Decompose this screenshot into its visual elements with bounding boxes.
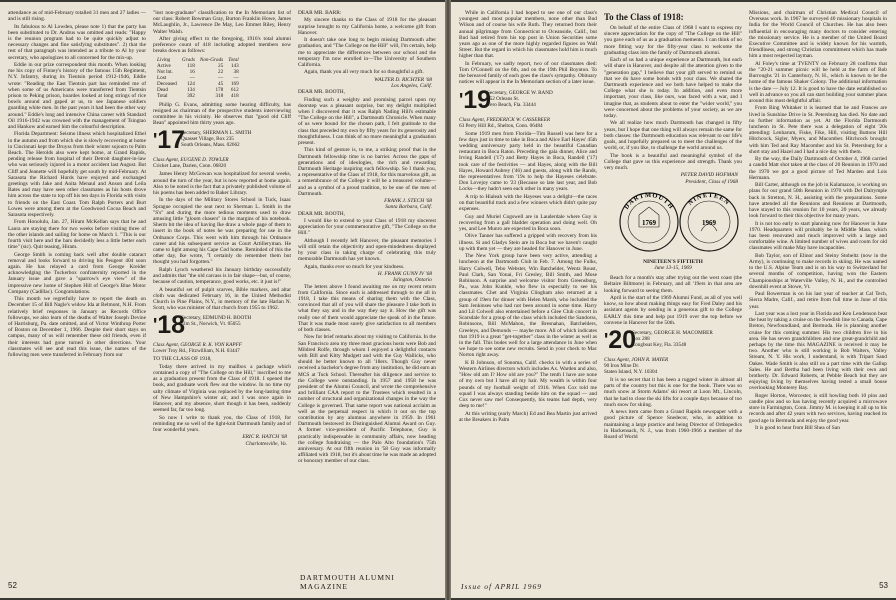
class-number-20: '20 xyxy=(604,326,637,355)
paragraph: Beach for a month's stay after trying out the west coast (the Beltaire Biltmore) in February, and all '19ers in that area are looking forward to seeing them. xyxy=(604,275,742,294)
seal-dates: June 13-15, 1969 xyxy=(654,265,692,272)
class-17-notes xyxy=(153,171,291,311)
paragraph: This kind of gesture is, to me, a striking proof that in the Dartmouth fellowship time is no barrier. Across the gaps of generations and of ideologies, the rich and rewarding Dartmouth Heritage inspiring such fellowship. So I thank you, a representative of the Class of 1918, for this marvelous gift, as a remembrance of the College it will be a treasured volume—and as a symbol of a proud tradition, to be one of the men of Dartmouth. xyxy=(298,147,436,197)
right-column-2 xyxy=(604,10,742,582)
table-cell: Total xyxy=(157,92,168,99)
table-cell: Dead xyxy=(157,86,168,93)
class-20-agent-addr2: Staten Island, N.Y. 10304 xyxy=(604,369,658,376)
table-cell: 124 xyxy=(187,80,195,87)
left-column-3 xyxy=(298,10,436,582)
paragraph: It is good to hear from Bill Shea of San xyxy=(755,425,840,432)
paragraph: It is no secret that it has been a rugged winter in almost all parts of the country but this is one for the book. There was so much snow at Storm Adams' ski resort at Loon Mt., Lincoln, that he had to close the ski lifts for a couple days because of too much snow for skiing. xyxy=(604,377,742,408)
paragraph: We all realize how much Dartmouth has changed in fifty years, but I hope that one thing will always remain the same for both classes: the Dartmouth education was relevant to our life's goals, and hopefully prepared us to meet the challenges of the world, or, if you like, to challenge the world around us. xyxy=(604,120,742,152)
class-17-header xyxy=(153,126,291,155)
paragraph: At this writing (early March) Ed and Bea Martin just arrived at the Breakers in Palm xyxy=(459,410,597,423)
right-page xyxy=(451,2,896,598)
signature-hatch-city: Charlottesville, Va. xyxy=(245,440,287,447)
paragraph: James Henry McGowan was hospitalized for several weeks, around the turn of the year, but is now reported at home again. Also to be noted is the fact that a privately published volume of his poems has been added to Baker Library. xyxy=(153,171,291,197)
class-17-agent: Class Agent, EUGENE D. TOWLER xyxy=(153,157,229,164)
paragraph: DEAR MR. BARR: xyxy=(298,10,342,16)
class-18-agent: Class Agent, GEORGE R. K. VON KAPFF xyxy=(153,342,242,349)
table-cell: 25 xyxy=(218,62,224,69)
class-18-secretary: Secretary, EDMUND H. BOOTH xyxy=(181,315,252,322)
table-cell: — xyxy=(233,74,239,81)
paragraph: By the way, the Daily Dartmouth of October 4, 1968 carried a candid Matt shot taken at the class of 20 Reunion in 1970 and the 1970 we got a good picture of Ted Marden and Lois Hermann. xyxy=(749,156,887,181)
table-cell: 392 xyxy=(187,92,195,99)
signature-stech-city: Santa Barbara, Calif. xyxy=(385,204,432,211)
class-19-agent-addr: 63 Perry Hill Rd., Shelton, Conn. 06484 xyxy=(459,122,543,129)
table-header-cell: Grads xyxy=(181,56,195,63)
paragraph: Finding such a weighty and promising parcel upon my doorstep was a pleasant surprise, but my delight multiplied when I discovered that it was Ralph Nading Hill's estimable "The College on the Hill", a Dartmouth Chronicle. When many of us were bound for the chosen path, I felt gratitude to the class that preceded my own by fifty years for its generosity and thoughtfulness. I can think of no more meaningful a graduation present. xyxy=(298,96,436,146)
col2-after-table: Philip G. Evans, admitting some hearing difficulty, has resigned as chairman of the prospective students interviewing committee in his vicinity. He observes that "good old Cliff Bean" appointed him thirty years ago. xyxy=(153,101,291,127)
class-20-address1: Box 288 xyxy=(632,336,650,343)
table-cell: 143 xyxy=(230,62,239,69)
paragraph: attendance as of mid-February totalled 31 men and 27 ladies — and is still rising. xyxy=(8,10,146,23)
seal-year-right: 1969 xyxy=(702,218,716,227)
paragraph: Roger Horton, Worcester, is still howling both 10 pins and candle pins and so has having recently acquired a microwave store in Farmington, Conn. Jimmy M. is keeping it all up to his records and after 42 years with two services, having reached its good age in Bermuda and enjoy the good year. xyxy=(749,392,887,424)
paragraph: Guy and Muriel Cogswell are in Lauderdale where Guy is recovering from a gall bladder operation and doing well. Oh yes, and Lee Munro are expected in Boca soon. xyxy=(459,213,597,233)
paragraph: The letters above I found awaiting me on my recent return from California. Since each is addressed through to me all in 1918, I take this means of sharing them with the Class, convinced that all of you will share the pleasure I take both in what they say and in the way they say it. How the gift was really one of them would appreciate the speak of in the future. That it was made most surely give satisfaction to all members of both classes. xyxy=(298,283,436,334)
paragraph: Each of us had a unique experience at Dartmouth, but each will share in Hanover, and despite all the attention given to the "generation gap," I believe that your gift served to remind us that we do have some bonds with your class. We shared the Dartmouth experience and we both have helped to make the College what she is today. In addition, and even more important, your class, like ours, was faced with a war, and I imagine that, as students about to enter the "wider world," you were concerned about the problems of your society, as we are today. xyxy=(604,57,742,120)
class-20-secretary: Secretary, GEORGE H. MACOMBER xyxy=(632,330,713,337)
table-cell: 16 xyxy=(189,68,195,75)
table-cell: Not lnt. xyxy=(157,68,173,75)
class-19-notes xyxy=(459,131,597,423)
paragraph: From Honolulu, Jan. 27, Hiram McKellan says that he and Laura are staying there for two weeks before visiting three of the other islands and sailing for home on March 1. "This is our fourth visit here and the bars decidedly less a little better each time" (sic). Quit teasing, Hiram. xyxy=(8,219,146,251)
table-cell: — xyxy=(218,74,224,81)
table-cell: Deceased xyxy=(157,80,177,87)
class-number-17: '17 xyxy=(153,126,186,155)
paragraph: Bob Taylor, son of Elinor and Steiny Stobeltz (now in the Army), is continuing to make records in skiing. He was named to the U.S. Alpine Team and is on his way to Switzerland for several months of competition, having won the Eastern Championships at Waterville Valley, N. H., and the controlled downhill event at Stowe, Vt. xyxy=(749,252,887,290)
signature-hatch: ERIC R. HATCH '68 xyxy=(242,434,287,441)
signature-gunn: H. FRANK GUNN IV '68 xyxy=(377,271,432,278)
col2-intro: "lost non-graduate" classification to the In Memoriam list of our class: Robert Bowman Gray, Burton Franklin Howe, James McLaughlin, Jr., Lawrence De May, Leo Emmet Riley, Henry Walter Walsh. xyxy=(153,10,291,35)
class-20-header xyxy=(604,326,742,355)
paragraph: K B Johnson, of Sonoma, Calif. checks in with a series of Western Airlines directors which includes Ax. Warden and also, "How old am I? How old are you?" The tenth I have are none of my own but I have all my hair. My wealth is within four pounds of my football weight of 1916. When Cox told me squad I was always standing beside him on the squad — and Cox never saw me! Consequently, his teams had depth, very deep to me!" xyxy=(459,359,597,410)
table-header-cell: Total xyxy=(228,56,239,63)
class-20-address2: Longboat Key, Fla. 33548 xyxy=(632,342,687,349)
table-cell: 22 xyxy=(218,68,224,75)
left-page-number: 52 xyxy=(8,581,17,590)
paragraph: While in California I had hoped to see one of our class's youngest and most popular members, none other than Bud Wilson and of course his wife Ruth. They returned from their annual pilgrimage from Connecticut to Oceanside, Calif., but Bud had retired from his top post in Union Securities some years ago as one of the more highly regarded figures on Wall Street. But the regard in which his classmates hold him is much higher than that. xyxy=(459,10,597,60)
class-18-header xyxy=(153,311,291,340)
signature-hofman-title: President, Class of 1968 xyxy=(685,178,738,185)
class-number-19: '19 xyxy=(459,85,492,114)
col2-intro2: After giving effect to the foregoing, 1916's total alumni preference count of 418 including adopted members now breaks down as follows: xyxy=(153,36,291,55)
seal-caption: NINETEEN'S FIFTIETH June 13-15, 1969 xyxy=(643,258,703,272)
paragraph: Although I recently left Hanover, the pleasant memories I will still retain the objectivity and open-mindedness displayed by your class in taking charge of celebrating this truly memorable Dartmouth has yet known. xyxy=(298,237,436,263)
class-17-address2: South Orleans, Mass. 02662 xyxy=(181,142,240,149)
class-18-to-line: TO THE CLASS OF 1918, xyxy=(153,356,212,363)
paragraph: Al Foley's time at TVENTY on February 28 confirms that the "20-21 summer picnic will be held at the farm of Bob Burroughs '21 in Canterbury, N. H., which is known to be the home of the famous Shaker Colony. The additional information is the date — July 12. It is good to have the date established so well in advance so you all can start building your summer plans around this most delightful affair. xyxy=(749,60,887,105)
seal-right-text: NINETEEN xyxy=(686,191,732,207)
paragraph: Paul Bowerman is on his last year of teacher at Cal Tech, Sierra Madre, Calif., and retire from full time in June of this year. xyxy=(749,291,887,310)
class-18-notes xyxy=(153,364,291,433)
table-cell: 118 xyxy=(187,62,195,69)
class-number-18: '18 xyxy=(153,311,186,340)
table-cell: 178 xyxy=(215,86,224,93)
table-row xyxy=(157,93,244,99)
paragraph: Bill Carter, although on the job in Kalamazoo, is working on plans for our grand 50th Reunion in 1970 with Del Dalrymple back in Stretton, N. H., assisting with the preparations. Some have attended all the Reunions and Reunions at Dartmouth, have stayed to this reunion for 10 years, 20 years, we already look forward to their this objective for many years. xyxy=(749,182,887,220)
left-column-1 xyxy=(8,10,146,582)
svg-text:NINETEEN xyxy=(687,192,731,207)
table-header-cell: Living xyxy=(157,56,171,63)
paragraph: Some 1919 men from Florida—Tim Russell was here for a few days just in time to take in Boca and Alice Earl Hayes' 45th wedding anniversary party held in the beautiful Canadian restaurant in Boca Raton. Preceding the gala dinner, Alice and Irving Randell ('17) and Betty Hayes in Boca, Randell ('17) took care of the festivities — and Hayes, along with the Bill Hayes, Howard Aubrey ('46) and guests, along with the Rands, the representatives from '19s to help the Hayeses celebrate. Don Lovejoy came to '23 (Because so late last year, and Bob Locks—they hadn't seen each other in many years. xyxy=(459,130,597,193)
class-20-agent-addr: 90 Iron Mine Dr. xyxy=(604,363,640,370)
paragraph: Ralph Lynch weathered his January birthday successfully and admits that "the old carcass is in fair shape—but, of course, because of caution, temperance, good works, etc. it just is!" xyxy=(153,266,291,286)
table-cell: 38 xyxy=(233,68,239,75)
left-column-2 xyxy=(153,10,291,582)
paragraph: Missions, and chairman of Christian Medical Council of Overseas work. In 1967 he surveyed 40 missionary hospitals in India for the World Council of Churches. He has also been influential in encouraging many doctors to consider entering the missionary service. He is a member of the United Board Executive Committee and is widely known for his warmth, friendliness, and strong Christian commitment which has made him a most respected layman. xyxy=(749,10,887,60)
table-cell: 318 xyxy=(215,92,224,99)
paragraph: In the days of the Military Stores School in Tuck, Isaac Sprague occupied the seat next to Sherman L. Smith in the "S's" and during the more tedious moments used to draw amusing little "gloom chasers" in the margins of his notebook. Sherm bit the idea of having Ike draw a whole page of them to insert in the book of notes he was preparing for use in the Ordnance Corps. This went with him through his Ordnance career and his subsequent service as Court Artilleryman. He came to light among his Cape Cod home. Reminded of this the other day, Ike wrote, "I certainly do remember them but thought you had forgotten." xyxy=(153,197,291,266)
class-17-agent-addr: Cricket Lane, Darien, Conn. 06820 xyxy=(153,163,227,170)
svg-text:DARTMOUTH xyxy=(623,192,675,211)
class-17-address1: Quasset Village, Box 235 xyxy=(181,136,234,143)
paragraph: The New York group have been very active, attending a luncheon at the Dartmouth Club in Feb. 7. Among the Fulks, Harry Colwell, Tebo Webster, Win Batchelder, Wentz Roust, Paul Clark, San Yonai, Fri Gresley, Bill Smith, and Mose Robinson. A surprise and welcome visitor from Greensburg, Pa., was John Kunkle, who flew in especially to see his classmates. Chet and Virginia Clingham also returned at a group of 19ers for dinner with Helen Marsh, who included the Sam Jenkinses who had not been around in some time. Harry and Lil Colwell also entertained before a Glee Club concert in Scarsdale for a group of the class which included the Sandorss, Robinsons, Bill McMahon, the Bresnahan, Batchelders, Greeleys, and Demonds — maybe more. All of which indicates that 1919 is a great "get-together" class in the winter as well as in the fall. This bodes well for a large attendance in June when we hope to see some new recruits. Send in your check to Mac Norton right away. xyxy=(459,253,597,359)
reunion-seal-graphic xyxy=(604,191,742,253)
table-cell: 134 xyxy=(187,86,195,93)
table-cell: 418 xyxy=(230,92,239,99)
paragraph: Again, thank you all very much for so thoughtful a gift. xyxy=(304,69,424,76)
class-20-agent: Class Agent, JOHN R. MAYER xyxy=(604,357,669,364)
table-header-cell: Non-Grads xyxy=(199,56,224,63)
table-cell: 612 xyxy=(230,86,239,93)
paragraph: Today there arrived in my mailbox a package which contained a copy of "The College on the Hill," inscribed to me as a graduation present from the Class of 1918. I opened the book, and graduate work flew out the window. In no time my salty climate of Virginia was replaced by the long-lasting time of New Hampshire's winter air, and I was once again in Hanover, and my absence, short though it has been, suddenly seemed far, far too long. xyxy=(153,363,291,414)
paragraph: A beautiful set of pulpit scarves, Bible markers, and altar cloth was dedicated February 16, in the United Methodist Church in Pine Plains, N.Y., in memory of the late Harlan N. Scott, who was minister of that church from 1955 to 1962. xyxy=(153,286,291,312)
seal-year-left: 1769 xyxy=(642,218,656,227)
signature-hofman: PETER DAVID HOFMAN xyxy=(680,172,738,179)
right-page-number: 53 xyxy=(879,581,888,590)
paragraph: So now I write to thank you, the Class of 1918, for reminding me so well of the light-knit Dartmouth family and of four wonderful years. xyxy=(153,414,291,434)
class-20-notes xyxy=(604,377,742,440)
paragraph: On behalf of the entire Class of 1968 I want to express my sincere appreciation for the copy of "The College on the Hill" you gave each of us as a graduation memento. I can think of no more fitting way for the fifty-year class to welcome the graduating class into the family of Dartmouth alumni. xyxy=(604,25,742,56)
paragraph: The book is a beautiful and meaningful symbol of the College that gave us this experience and strength. Thank you very much. xyxy=(604,152,742,172)
class-17-secretary: Secretary, SHERMAN L. SMITH xyxy=(181,130,252,137)
right-page-footer: Issue of APRIL 1969 xyxy=(461,582,543,591)
class-19-address1: 552 Orleans St. xyxy=(487,95,520,102)
class-19-secretary: Secretary, GEORGE W. RAND xyxy=(487,89,553,96)
table-cell: 45 xyxy=(218,80,224,87)
paragraph: I would like to extend to your Class of 1918 my sincerest appreciation for your commemorative gift, "The College on the Hill." xyxy=(298,218,436,237)
paragraph: George Smith is coming back well after double cataract removal and looks forward to driving his Peugeot 404 soon again. He has relayed a card from George Kreider acknowledging the Tuckerbox confraternity reported in the January issue and gave a "sparrow's eye view" of the impressive new home of Stephen Hill of George's Blue Motor Company (Cadillac). Congratulations. xyxy=(8,251,146,295)
paragraph: A trip to Hialeah with the Hayeses was a delight—the races on that beautiful track and a few winners which didn't quite pay expenses. xyxy=(459,193,597,213)
class-19-agent: Class Agent, FREDERICK W. CASSEBEER xyxy=(459,116,551,123)
signature-richter-city: Los Angeles, Calif. xyxy=(391,82,432,89)
paragraph: My sincere thanks to the Class of 1918 for the pleasant surprise brought to my California home, a welcome gift from Hanover. xyxy=(298,17,436,36)
table-cell: Active xyxy=(157,62,171,69)
paragraph: DEAR MR. BOOTH, xyxy=(298,210,346,217)
paragraph: Eddie in our prize correspondent this month. When looking me his copy of Finney's history of the famous 15th Regiment, N.Y. Infantry, during its Tientsin period 1912-1946, Eddie wrote: "Reading the East Tientsin part has reminded me of when some of us Americans were transferred from Tientsin prison to Peking prison, hoardes looked at long strings of rice bowls around and gaped at us, to see Japanese soldiers guarding white men. In the past years it had been the other way around." Eddie's long and intensive China career with Standard Oil 1916-1942 was crowned with the management of Tsingtao and Hankow and earned him the colourful description. xyxy=(8,62,146,131)
paragraph: April is the start of the 1969 Alumni Fund, as all of you well know, so how about making things easy for Fred Daley and his assistant agents by sending in a generous gift to the College EARLY this time and help put 1919 over the top before we convene in Hanover for the 50th. xyxy=(604,295,742,326)
paragraph: From Bing Whitaker it is learned that he and Frances are lived in Sunshine Drive in St. Petersburg has died. No date and no further information as yet. At the Florida Dartmouth luncheon in St. Pete there was a delegation of eight '20s attending: Lenharum, Fiske, Fike, Hill, visiting Buttons Hill Hitchcock, Sigler, Myers, and Macomber. Hitchcock brought with him Ted and Ray Macomber and his St. Petersburg for a short stay and Hazel and I had a nice day with them. xyxy=(749,105,887,155)
paragraph: It doesn't take one long to begin missing Dartmouth after graduation, and "The College on the Hill" will, I'm certain, help me to appreciate the differences between our school and the temporary I'm now enrolled in—The University of Southern California. xyxy=(298,37,436,68)
paragraph: Now for brief remarks about my visiting to California. In the San Francisco area my three most gracious hosts were Bob and Mildred Rolfe, through whom I enjoyed a delightful contacts with Bill and Kitty Mudgett and with the Guy Wallicks, who should be better known to all '18ers. Though Guy never received a bachelor's degree from any institution, he did earn an MCS at Tuck School. Thereafter his diligence and service to the College were outstanding. In 1957 and 1958 he was president of the Alumni Council, and wrote the comprehensive and brilliant CAA report to the Trustees which resulted in a number of structural and organizational changes in the way the College is governed. That same report was national acclaim as well as the perpetual respect in which it out on the top contribution by any alumnus anywhere in 1959. In 1961 Dartmouth bestowed its Distinguished Alumni Award on Guy. A former vice-president of Pacific Telephone, Guy is practically indispensable in community affairs, now heading the college fundraising — the Palo Alto foundation's 75th anniversary. At our fifth reunion in '58 Guy was informally affiliated with 1918, but it's about time he was made an adopted or honorary member of our class. xyxy=(298,334,436,465)
right-column-1 xyxy=(459,10,597,582)
signature-gunn-city: Islington, Ontario xyxy=(393,277,432,284)
class-19-header xyxy=(459,85,597,114)
paragraph: Last year was a lost year in Florida and Ken Lendenson beat the heat by taking a cruise on the Swedish line to Canada, Cape Breton, Newfoundland, and Bermuda. He is planning another cruise for this coming summer. His two children live in his area. He has seven grandchildren and one great-grandchild and perhaps by the time this MAGAZINE is received it may be two. Another who is still working is Bob Walters, Valley Stream, N. Y. His work, I understand, is with Tripart Sand Oakes. Wade Smith is also still on a part time with the Gallup Sales. He and Bertha had been living with their own and brotherly. Dr. Edward Roberts, at Pebble Beach but they are enjoying living by themselves having tested a small house overlooking Monterey Bay. xyxy=(749,311,887,392)
table-cell: Lost xyxy=(157,74,167,81)
table-cell: — xyxy=(189,74,195,81)
paragraph: A news item came from a Grand Rapids newspaper with a good picture of Spence Snedecor, who, in addition to maintaining a large practice and being Director of Orthopedics in Hackensack, N. J., was from 1960-1966 a member of the Board of World xyxy=(604,409,742,441)
class-18-agent-addr: Lower Troy Rd., Fitzwilliam, N.H. 03447 xyxy=(153,348,240,355)
class-count-table xyxy=(157,57,244,99)
right-column-3 xyxy=(749,10,887,582)
letter-title: To the Class of 1918: xyxy=(604,12,684,22)
class-18-address1: Elm St., Norwich, Vt. 05055 xyxy=(181,321,241,328)
paragraph: In February, we sadly report, two of our classmates died: Tom O'Connell on the 6th, and on the 19th Phil Boynton. To the bereaved family of each goes the class's sympathy. Obituary notices will appear in the In Memoriam section of a later issue. xyxy=(459,60,597,86)
paragraph: Again, thanks ever so much for your kindness. xyxy=(304,263,405,270)
table-cell: 169 xyxy=(230,80,239,87)
paragraph: Olive Tanner has suffered a gripped with recovery from his illness. Si and Gladys Stein are in Boca but we haven't caught up with them yet — they are headed for Hanover in June. xyxy=(459,233,597,252)
paragraph: Florida Department: Seismo illness which hospitalized Ethel in the autumn and from which she is slowly recovering at home in Cincinnati kept the Druyss from their winter sojourn to Palm Beach. The Herolds also were kept home, at Grand Rapids, pending release from hospital of their Detroit daughter-in-law who was seriously injured in a motor accident last August. But Cliff and Jeanette will hopefully get south by mid-February. At Sarasota the Richard Hurds have enjoyed and exchanged greetings with Jake and Anita Menaul and Anson and Leila Bates and may have seen other classmates as his hosts drove him across the state to top off his ten days in Florida with visits to friends on the East Coast. Tom Ralph Porters and Burt Lowes were among them at the Goodwood Cocoa Beach and Sarasota respectively. xyxy=(8,131,146,219)
left-page xyxy=(0,2,445,598)
class-19-address2: Vero Beach, Fla. 33444 xyxy=(487,101,536,108)
signature-richter: WALTER D. RICHTER '68 xyxy=(374,76,432,83)
signature-stech: FRANK J. STECH '68 xyxy=(384,198,432,205)
seal-top-text: DARTMOUTH xyxy=(623,191,675,211)
fiftieth-reunion-seal xyxy=(604,191,742,257)
paragraph: This month we regretfully have to report the death on December 15 of Bill Nagle's widow Ida at Belmont, N.H. From relatively brief responses in January as Records Office followups, we also learn of the deaths of Walter Joseph Devine of Harrisburg, Pa. date omitted, and of Victor Winthrop Porter of Boston on December 1, 1966. Despite their short stays on campus, many of us will remember these old friends, even if their interests had gone turned in other directions. Your classmates will see and read this issue, the names of the following men were transferred in February from our xyxy=(8,296,146,359)
paragraph: DEAR MR. BOOTH, xyxy=(298,89,346,96)
paragraph: Its fabulous to Al Lowden, please note 1) that the party has been substituted to Dr. Andrus was omitted and reads: "Happy is the reunion program had to be quite quickly adjust to necessary changes and fine satisfying substitutes". 2) that the rest of that paragraph was intended as a tribute to Al by your secretary, who apologizes to all concerned for the mix-up. xyxy=(8,23,146,61)
left-page-footer: DARTMOUTH ALUMNI MAGAZINE xyxy=(300,573,395,591)
paragraph: It is not too early to start planning now for Hanover in June 1970. Headquarters will probably be in Middle Mass. which has been renovated and much improved with a large and comfortable wine. A limited number of wives and room for old classmates will make May have incapacities. xyxy=(749,220,887,252)
